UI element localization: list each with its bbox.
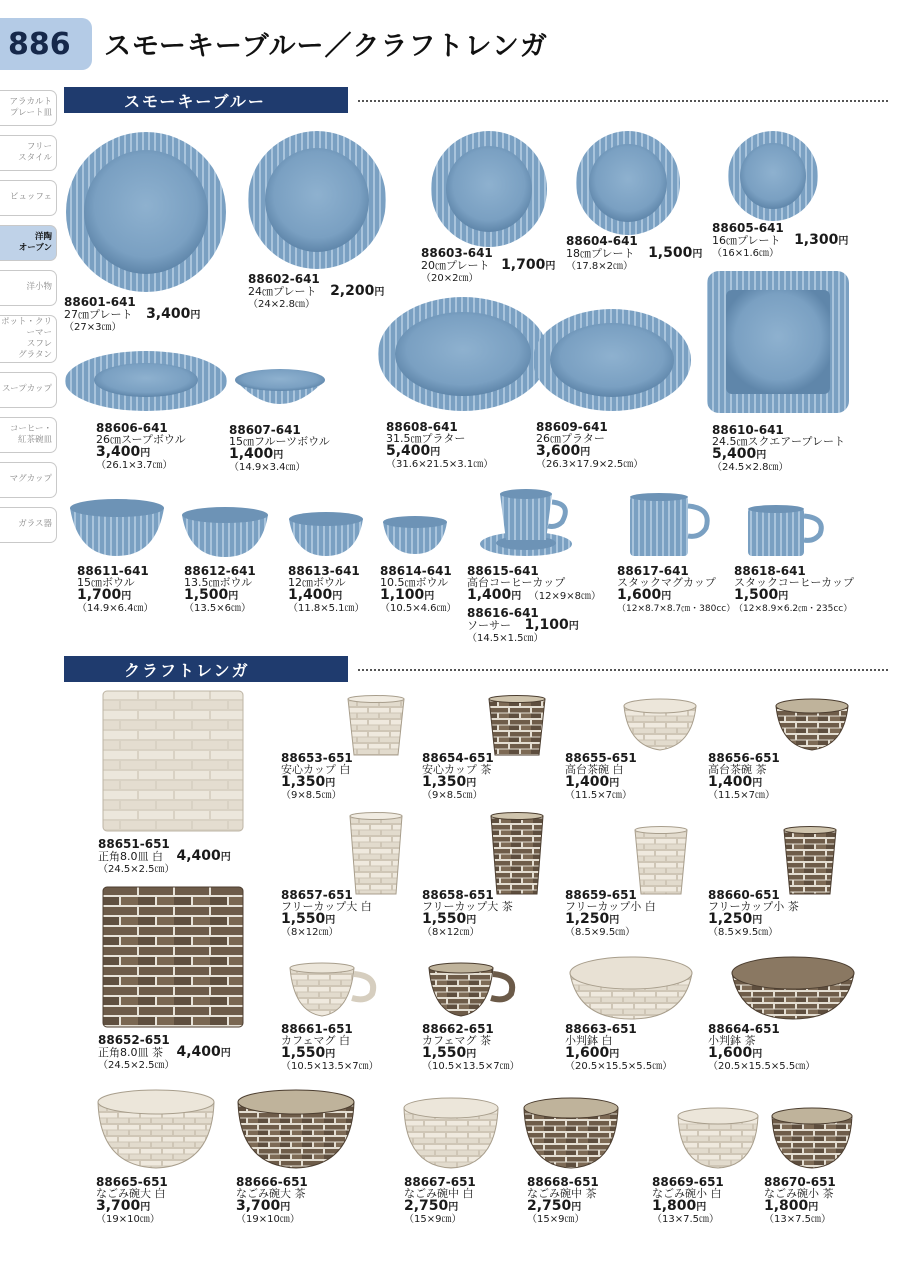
product-code: 88606-641 — [96, 421, 168, 435]
yen-mark: 円 — [609, 915, 620, 926]
product-name: 24.5㎝スクエアープレート — [712, 435, 845, 448]
product-dims: （10.5×13.5×7㎝） — [281, 1061, 379, 1072]
product-dims: （15×9㎝） — [404, 1214, 462, 1225]
product-name: 小判鉢 茶 — [708, 1034, 756, 1047]
product-dims: （19×10㎝） — [96, 1214, 160, 1225]
product-dims: （11.5×7㎝） — [708, 790, 776, 801]
product-name: ソーサー — [467, 619, 511, 632]
product-88668 — [527, 1176, 599, 1226]
product-88608 — [386, 421, 493, 471]
yen-mark: 円 — [808, 1202, 819, 1213]
tab-western-oven[interactable]: 洋陶 オーブン — [0, 225, 57, 261]
product-88660 — [708, 889, 799, 939]
product-88653 — [281, 752, 353, 802]
product-image-88609 — [532, 308, 692, 412]
product-88611 — [77, 565, 154, 615]
product-image-88614 — [381, 514, 449, 556]
product-image-88608 — [377, 296, 549, 412]
product-code: 88604-641 — [566, 234, 638, 248]
product-dims: （8×12㎝） — [422, 927, 480, 938]
product-price: 1,700 — [77, 587, 122, 603]
product-dims: （19×10㎝） — [236, 1214, 300, 1225]
yen-mark: 円 — [325, 1049, 336, 1060]
product-dims: （14.9×6.4㎝） — [77, 603, 154, 614]
product-name: なごみ碗小 茶 — [764, 1187, 834, 1200]
product-dims: （26.3×17.9×2.5㎝） — [536, 459, 644, 470]
product-name: 15㎝フルーツボウル — [229, 435, 330, 448]
product-dims: （12×8.9×6.2㎝・235cc） — [734, 604, 853, 614]
product-image-88602 — [247, 130, 387, 270]
product-image-88656 — [774, 698, 850, 754]
product-name: 正角8.0皿 茶 — [98, 1046, 163, 1059]
product-price: 1,550 — [281, 1045, 326, 1061]
yen-mark: 円 — [220, 852, 231, 863]
yen-mark: 円 — [424, 591, 435, 602]
product-88654 — [422, 752, 494, 802]
product-dims: （11.8×5.1㎝） — [288, 603, 365, 614]
yen-mark: 円 — [692, 249, 703, 260]
product-dims: （14.5×1.5㎝） — [467, 633, 544, 644]
yen-mark: 円 — [273, 450, 284, 461]
tab-western-small[interactable]: 洋小物 — [0, 270, 57, 306]
product-price: 1,400 — [288, 587, 333, 603]
product-price: 3,700 — [96, 1198, 141, 1214]
yen-mark: 円 — [325, 915, 336, 926]
product-88666 — [236, 1176, 308, 1226]
product-name: なごみ碗中 茶 — [527, 1187, 597, 1200]
product-code: 88654-651 — [422, 751, 494, 765]
product-image-88652 — [102, 886, 244, 1028]
product-88662 — [422, 1023, 520, 1073]
product-image-88669 — [676, 1106, 760, 1170]
product-dims: （8×12㎝） — [281, 927, 339, 938]
product-dims: （12×9×8㎝） — [528, 591, 602, 602]
product-price: 4,400 — [176, 848, 221, 864]
yen-mark: 円 — [545, 261, 556, 272]
yen-mark: 円 — [430, 447, 441, 458]
product-price: 5,400 — [386, 443, 431, 459]
product-name: なごみ碗中 白 — [404, 1187, 474, 1200]
product-code: 88658-651 — [422, 888, 494, 902]
product-name: カフェマグ 白 — [281, 1034, 350, 1047]
product-dims: （14.9×3.4㎝） — [229, 462, 306, 473]
yen-mark: 円 — [121, 591, 132, 602]
product-code: 88657-651 — [281, 888, 353, 902]
product-88670 — [764, 1176, 836, 1226]
product-name: 12㎝ボウル — [288, 576, 346, 589]
product-88604 — [566, 235, 702, 273]
product-price: 3,700 — [236, 1198, 281, 1214]
product-price: 1,400 — [229, 446, 274, 462]
yen-mark: 円 — [752, 778, 763, 789]
product-image-88604 — [575, 130, 681, 236]
yen-mark: 円 — [568, 621, 579, 632]
product-name: 31.5㎝プラター — [386, 432, 466, 445]
product-dims: （26.1×3.7㎝） — [96, 460, 173, 471]
product-dims: （12×8.7×8.7㎝・380cc） — [617, 604, 736, 614]
product-image-88657 — [348, 812, 404, 896]
product-code: 88661-651 — [281, 1022, 353, 1036]
product-image-88655 — [622, 698, 698, 754]
product-88656 — [708, 752, 780, 802]
product-code: 88653-651 — [281, 751, 353, 765]
product-88669 — [652, 1176, 724, 1226]
product-88613 — [288, 565, 365, 615]
product-name: なごみ碗大 茶 — [236, 1187, 306, 1200]
product-image-88651 — [102, 690, 244, 832]
product-name: フリーカップ小 白 — [565, 900, 656, 913]
yen-mark: 円 — [374, 287, 385, 298]
yen-mark: 円 — [609, 778, 620, 789]
product-dims: （20×2㎝） — [421, 273, 479, 284]
product-price: 2,200 — [330, 283, 375, 299]
section-divider — [358, 100, 888, 102]
product-dims: （20.5×15.5×5.5㎝） — [708, 1061, 816, 1072]
product-code: 88663-651 — [565, 1022, 637, 1036]
tab-soup-cup[interactable]: スープカップ — [0, 372, 57, 408]
product-image-88670 — [770, 1106, 854, 1170]
product-code: 88667-651 — [404, 1175, 476, 1189]
product-name: なごみ碗大 白 — [96, 1187, 166, 1200]
tab-pot-souffle[interactable]: ポット・クリーマー スフレ グラタン — [0, 315, 57, 363]
page-number: 886 — [0, 18, 92, 70]
yen-mark: 円 — [571, 1202, 582, 1213]
product-price: 5,400 — [712, 446, 757, 462]
product-dims: （13×7.5㎝） — [652, 1214, 720, 1225]
product-name: 13.5㎝ボウル — [184, 576, 253, 589]
product-dims: （24.5×2.5㎝） — [98, 864, 175, 875]
product-88659 — [565, 889, 656, 939]
product-88615 — [467, 565, 601, 603]
product-name: 安心カップ 茶 — [422, 763, 492, 776]
product-image-88613 — [287, 510, 365, 558]
product-image-88668 — [522, 1096, 620, 1170]
product-dims: （31.6×21.5×3.1㎝） — [386, 459, 494, 470]
product-88602 — [248, 273, 384, 311]
product-code: 88669-651 — [652, 1175, 724, 1189]
tab-coffee-tea[interactable]: コーヒー・ 紅茶碗皿 — [0, 417, 57, 453]
product-code: 88618-641 — [734, 564, 806, 578]
product-image-88605 — [727, 130, 819, 222]
product-88612 — [184, 565, 256, 615]
product-image-88618 — [744, 504, 826, 558]
product-code: 88665-651 — [96, 1175, 168, 1189]
product-code: 88664-651 — [708, 1022, 780, 1036]
section-header-craft-brick: クラフトレンガ — [64, 656, 348, 682]
product-name: カフェマグ 茶 — [422, 1034, 491, 1047]
section-divider — [358, 669, 888, 671]
product-price: 1,550 — [422, 1045, 467, 1061]
product-image-88607 — [233, 368, 327, 414]
product-name: 18㎝プレート — [566, 247, 635, 260]
product-88651 — [98, 838, 231, 876]
yen-mark: 円 — [332, 591, 343, 602]
product-code: 88613-641 — [288, 564, 360, 578]
yen-mark: 円 — [190, 310, 201, 321]
product-image-88603 — [430, 130, 548, 248]
product-dims: （24.5×2.8㎝） — [712, 462, 789, 473]
product-code: 88609-641 — [536, 420, 608, 434]
product-price: 1,400 — [565, 774, 610, 790]
product-code: 88655-651 — [565, 751, 637, 765]
product-code: 88668-651 — [527, 1175, 599, 1189]
yen-mark: 円 — [466, 778, 477, 789]
yen-mark: 円 — [140, 1202, 151, 1213]
product-name: 正角8.0皿 白 — [98, 850, 163, 863]
product-code: 88608-641 — [386, 420, 458, 434]
product-name: フリーカップ小 茶 — [708, 900, 799, 913]
product-price: 1,100 — [524, 617, 569, 633]
product-code: 88611-641 — [77, 564, 149, 578]
product-code: 88614-641 — [380, 564, 452, 578]
product-code: 88602-641 — [248, 272, 320, 286]
product-price: 1,100 — [380, 587, 425, 603]
yen-mark: 円 — [661, 591, 672, 602]
product-88661 — [281, 1023, 379, 1073]
product-code: 88651-651 — [98, 837, 170, 851]
product-88657 — [281, 889, 372, 939]
tab-mug[interactable]: マグカップ — [0, 462, 57, 498]
product-name: スタックコーヒーカップ — [734, 576, 855, 589]
product-code: 88666-651 — [236, 1175, 308, 1189]
product-price: 1,600 — [565, 1045, 610, 1061]
product-image-88653 — [346, 695, 406, 757]
product-dims: （11.5×7㎝） — [565, 790, 633, 801]
product-88658 — [422, 889, 513, 939]
product-88655 — [565, 752, 637, 802]
product-image-88615 — [478, 488, 574, 558]
product-dims: （13×7.5㎝） — [764, 1214, 832, 1225]
product-price: 1,600 — [617, 587, 662, 603]
yen-mark: 円 — [838, 236, 849, 247]
page-title: スモーキーブルー／クラフトレンガ — [104, 31, 548, 62]
tab-glass[interactable]: ガラス器 — [0, 507, 57, 543]
product-code: 88656-651 — [708, 751, 780, 765]
product-name: 安心カップ 白 — [281, 763, 351, 776]
product-88606 — [96, 422, 186, 472]
product-88665 — [96, 1176, 168, 1226]
product-88652 — [98, 1034, 231, 1072]
yen-mark: 円 — [756, 450, 767, 461]
product-price: 1,550 — [422, 911, 467, 927]
product-code: 88601-641 — [64, 295, 136, 309]
product-price: 1,600 — [708, 1045, 753, 1061]
product-dims: （16×1.6㎝） — [712, 248, 780, 259]
product-price: 1,350 — [281, 774, 326, 790]
product-88617 — [617, 565, 735, 615]
product-code: 88607-641 — [229, 423, 301, 437]
product-code: 88652-651 — [98, 1033, 170, 1047]
product-88663 — [565, 1023, 672, 1073]
tab-a-la-carte[interactable]: アラカルト プレート皿 — [0, 90, 57, 126]
product-image-88612 — [180, 505, 270, 559]
yen-mark: 円 — [140, 448, 151, 459]
product-price: 1,350 — [422, 774, 467, 790]
yen-mark: 円 — [466, 1049, 477, 1060]
product-dims: （27×3㎝） — [64, 322, 122, 333]
product-name: 26㎝スープボウル — [96, 433, 186, 446]
product-dims: （10.5×4.6㎝） — [380, 603, 457, 614]
product-88667 — [404, 1176, 476, 1226]
product-image-88667 — [402, 1096, 500, 1170]
product-name: 24㎝プレート — [248, 285, 317, 298]
yen-mark: 円 — [511, 591, 522, 602]
tab-buffet[interactable]: ビュッフェ — [0, 180, 57, 216]
product-image-88610 — [706, 270, 850, 414]
product-name: 20㎝プレート — [421, 259, 490, 272]
product-dims: （10.5×13.5×7㎝） — [422, 1061, 520, 1072]
product-dims: （24.5×2.5㎝） — [98, 1060, 175, 1071]
product-price: 4,400 — [176, 1044, 221, 1060]
product-name: 27㎝プレート — [64, 308, 133, 321]
product-dims: （9×8.5㎝） — [422, 790, 483, 801]
product-name: 高台茶碗 茶 — [708, 763, 767, 776]
product-image-88665 — [96, 1088, 216, 1170]
yen-mark: 円 — [752, 915, 763, 926]
product-image-88660 — [782, 826, 838, 896]
product-88664 — [708, 1023, 815, 1073]
product-price: 1,500 — [184, 587, 229, 603]
product-price: 1,300 — [794, 232, 839, 248]
product-price: 3,400 — [146, 306, 191, 322]
product-dims: （8.5×9.5㎝） — [708, 927, 779, 938]
product-image-88666 — [236, 1088, 356, 1170]
product-image-88606 — [64, 350, 228, 412]
product-name: 高台茶碗 白 — [565, 763, 624, 776]
product-88614 — [380, 565, 457, 615]
product-price: 1,400 — [467, 587, 512, 603]
product-code: 88659-651 — [565, 888, 637, 902]
tab-free-style[interactable]: フリー スタイル — [0, 135, 57, 171]
section-header-smoky-blue: スモーキーブルー — [64, 87, 348, 113]
product-code: 88616-641 — [467, 606, 539, 620]
yen-mark: 円 — [609, 1049, 620, 1060]
product-name: フリーカップ大 白 — [281, 900, 372, 913]
product-price: 2,750 — [404, 1198, 449, 1214]
product-88607 — [229, 424, 330, 474]
product-dims: （9×8.5㎝） — [281, 790, 342, 801]
product-image-88617 — [626, 492, 712, 558]
yen-mark: 円 — [580, 447, 591, 458]
product-price: 1,500 — [734, 587, 779, 603]
yen-mark: 円 — [220, 1048, 231, 1059]
product-image-88662 — [425, 962, 519, 1018]
product-88605 — [712, 222, 848, 260]
product-name: スタックマグカップ — [617, 576, 716, 589]
product-88616 — [467, 607, 579, 645]
product-name: 15㎝ボウル — [77, 576, 135, 589]
product-code: 88612-641 — [184, 564, 256, 578]
yen-mark: 円 — [448, 1202, 459, 1213]
product-88603 — [421, 247, 555, 285]
product-code: 88670-651 — [764, 1175, 836, 1189]
product-price: 1,550 — [281, 911, 326, 927]
product-code: 88660-651 — [708, 888, 780, 902]
product-dims: （20.5×15.5×5.5㎝） — [565, 1061, 673, 1072]
product-code: 88605-641 — [712, 221, 784, 235]
product-price: 1,800 — [764, 1198, 809, 1214]
product-88609 — [536, 421, 643, 471]
yen-mark: 円 — [280, 1202, 291, 1213]
yen-mark: 円 — [696, 1202, 707, 1213]
yen-mark: 円 — [325, 778, 336, 789]
product-price: 1,800 — [652, 1198, 697, 1214]
product-price: 1,250 — [708, 911, 753, 927]
product-name: 高台コーヒーカップ — [467, 576, 566, 589]
product-code: 88615-641 — [467, 564, 539, 578]
product-88601 — [64, 296, 200, 334]
product-price: 1,700 — [501, 257, 546, 273]
product-dims: （17.8×2㎝） — [566, 261, 634, 272]
product-image-88654 — [487, 695, 547, 757]
product-image-88659 — [633, 826, 689, 896]
product-price: 3,600 — [536, 443, 581, 459]
product-price: 2,750 — [527, 1198, 572, 1214]
product-name: 10.5㎝ボウル — [380, 576, 449, 589]
yen-mark: 円 — [228, 591, 239, 602]
product-image-88658 — [489, 812, 545, 896]
product-price: 1,400 — [708, 774, 753, 790]
product-dims: （8.5×9.5㎝） — [565, 927, 636, 938]
product-name: 16㎝プレート — [712, 234, 781, 247]
product-88610 — [712, 424, 845, 474]
product-dims: （24×2.8㎝） — [248, 299, 316, 310]
product-image-88611 — [68, 498, 166, 558]
product-price: 1,500 — [648, 245, 693, 261]
product-image-88664 — [730, 955, 856, 1021]
product-code: 88662-651 — [422, 1022, 494, 1036]
product-dims: （13.5×6㎝） — [184, 603, 252, 614]
product-image-88661 — [286, 962, 380, 1018]
category-tabs — [0, 90, 57, 552]
product-dims: （15×9㎝） — [527, 1214, 585, 1225]
product-name: なごみ碗小 白 — [652, 1187, 722, 1200]
product-image-88601 — [64, 130, 228, 294]
yen-mark: 円 — [752, 1049, 763, 1060]
product-code: 88610-641 — [712, 423, 784, 437]
yen-mark: 円 — [778, 591, 789, 602]
product-code: 88603-641 — [421, 246, 493, 260]
yen-mark: 円 — [466, 915, 477, 926]
product-88618 — [734, 565, 854, 615]
product-code: 88617-641 — [617, 564, 689, 578]
product-name: フリーカップ大 茶 — [422, 900, 513, 913]
product-image-88663 — [568, 955, 694, 1021]
product-price: 3,400 — [96, 444, 141, 460]
product-name: 26㎝プラター — [536, 432, 605, 445]
product-price: 1,250 — [565, 911, 610, 927]
product-name: 小判鉢 白 — [565, 1034, 613, 1047]
